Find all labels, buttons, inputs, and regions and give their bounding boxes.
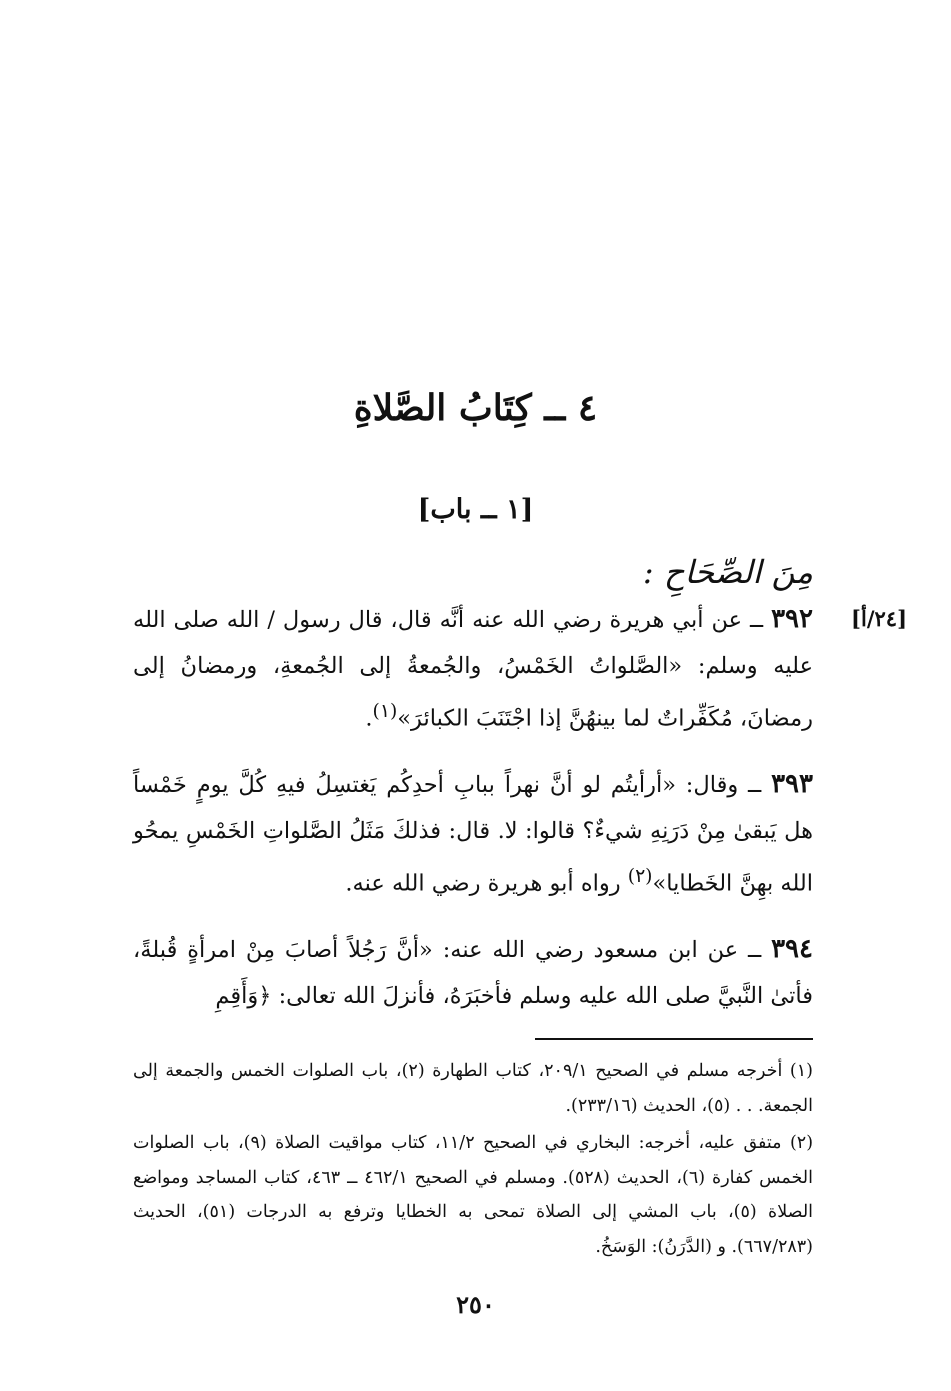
hadith-paragraph xyxy=(133,927,813,1019)
hadith-paragraph xyxy=(133,762,813,907)
footnote: (٢) متفق عليه، أخرجه: البخاري في الصحيح ١١/٢، كتاب مواقيت الصلاة (٩)، باب الصلوات الخمس كفارة (٦)، الحديث (٥٢٨). ومسلم في الصحيح ٤٦٢/١ ــ ٤٦٣، كتاب المساجد ومواضع الصلاة (٥)، باب المشي إلى الصلاة تمحى به الخطايا وترفع به الدرجات (٥١)، الحديث (٦٦٧/٢٨٣). و (الدَّرَنُ): الوَسَخُ. xyxy=(133,1133,814,1257)
manuscript-folio-ref: [٢٤/أ] xyxy=(851,606,907,631)
subsection-heading: مِنَ الصِّحَاحِ : xyxy=(642,553,813,591)
footnote-ref: (١) xyxy=(372,701,398,722)
chapter-title: ٤ ــ كِتَابُ الصَّلاةِ xyxy=(353,387,598,429)
main-text xyxy=(133,597,813,1039)
hadith-number: ٣٩٢ xyxy=(771,604,813,634)
page-number: ٢٥٠ xyxy=(456,1290,495,1319)
hadith-tail: رواه أبو هريرة رضي الله عنه. xyxy=(345,870,628,897)
hadith-paragraph xyxy=(133,597,813,742)
footnote-separator xyxy=(535,1038,813,1040)
hadith-text: ــ عن أبي هريرة رضي الله عنه أنَّه قال، قال رسول / الله صلى الله عليه وسلم: «الصَّلواتُ الخَمْسُ، والجُمعةُ إلى الجُمعةِ، ورمضانُ إلى رمضانَ، مُكَفِّراتٌ لما بينهُنَّ إذا اجْتَنَبَ الكبائرَ» xyxy=(133,607,813,732)
footnote-ref: (٢) xyxy=(627,866,653,887)
hadith-text: ــ وقال: «أرأيتُم لو أنَّ نهراً ببابِ أحدِكُم يَغتسِلُ فيهِ كُلَّ يومٍ خَمْساً هل يَبقىٰ مِنْ دَرَنِهِ شيءٌ؟ قالوا: لا. قال: فذلكَ مَثَلُ الصَّلواتِ الخَمْسِ يمحُو الله بهِنَّ الخَطايا» xyxy=(133,772,813,897)
footnote: (١) أخرجه مسلم في الصحيح ٢٠٩/١، كتاب الطهارة (٢)، باب الصلوات الخمس والجمعة إلى الجمعة. . . (٥)، الحديث (٢٣٣/١٦). xyxy=(133,1061,813,1116)
hadith-number: ٣٩٤ xyxy=(771,934,813,964)
section-title: [١ ــ باب] xyxy=(417,494,534,525)
hadith-number: ٣٩٣ xyxy=(771,769,813,799)
hadith-text: ــ عن ابن مسعود رضي الله عنه: «أنَّ رَجُلاً أصابَ مِنْ امرأةٍ قُبلةً، فأتىٰ النَّبيَّ صلى الله عليه وسلم فأخبَرَهُ، فأنزلَ الله تعالى: ﴿وَأَقِمِ xyxy=(133,937,813,1009)
footnotes xyxy=(133,1054,813,1267)
hadith-tail: . xyxy=(365,705,373,732)
